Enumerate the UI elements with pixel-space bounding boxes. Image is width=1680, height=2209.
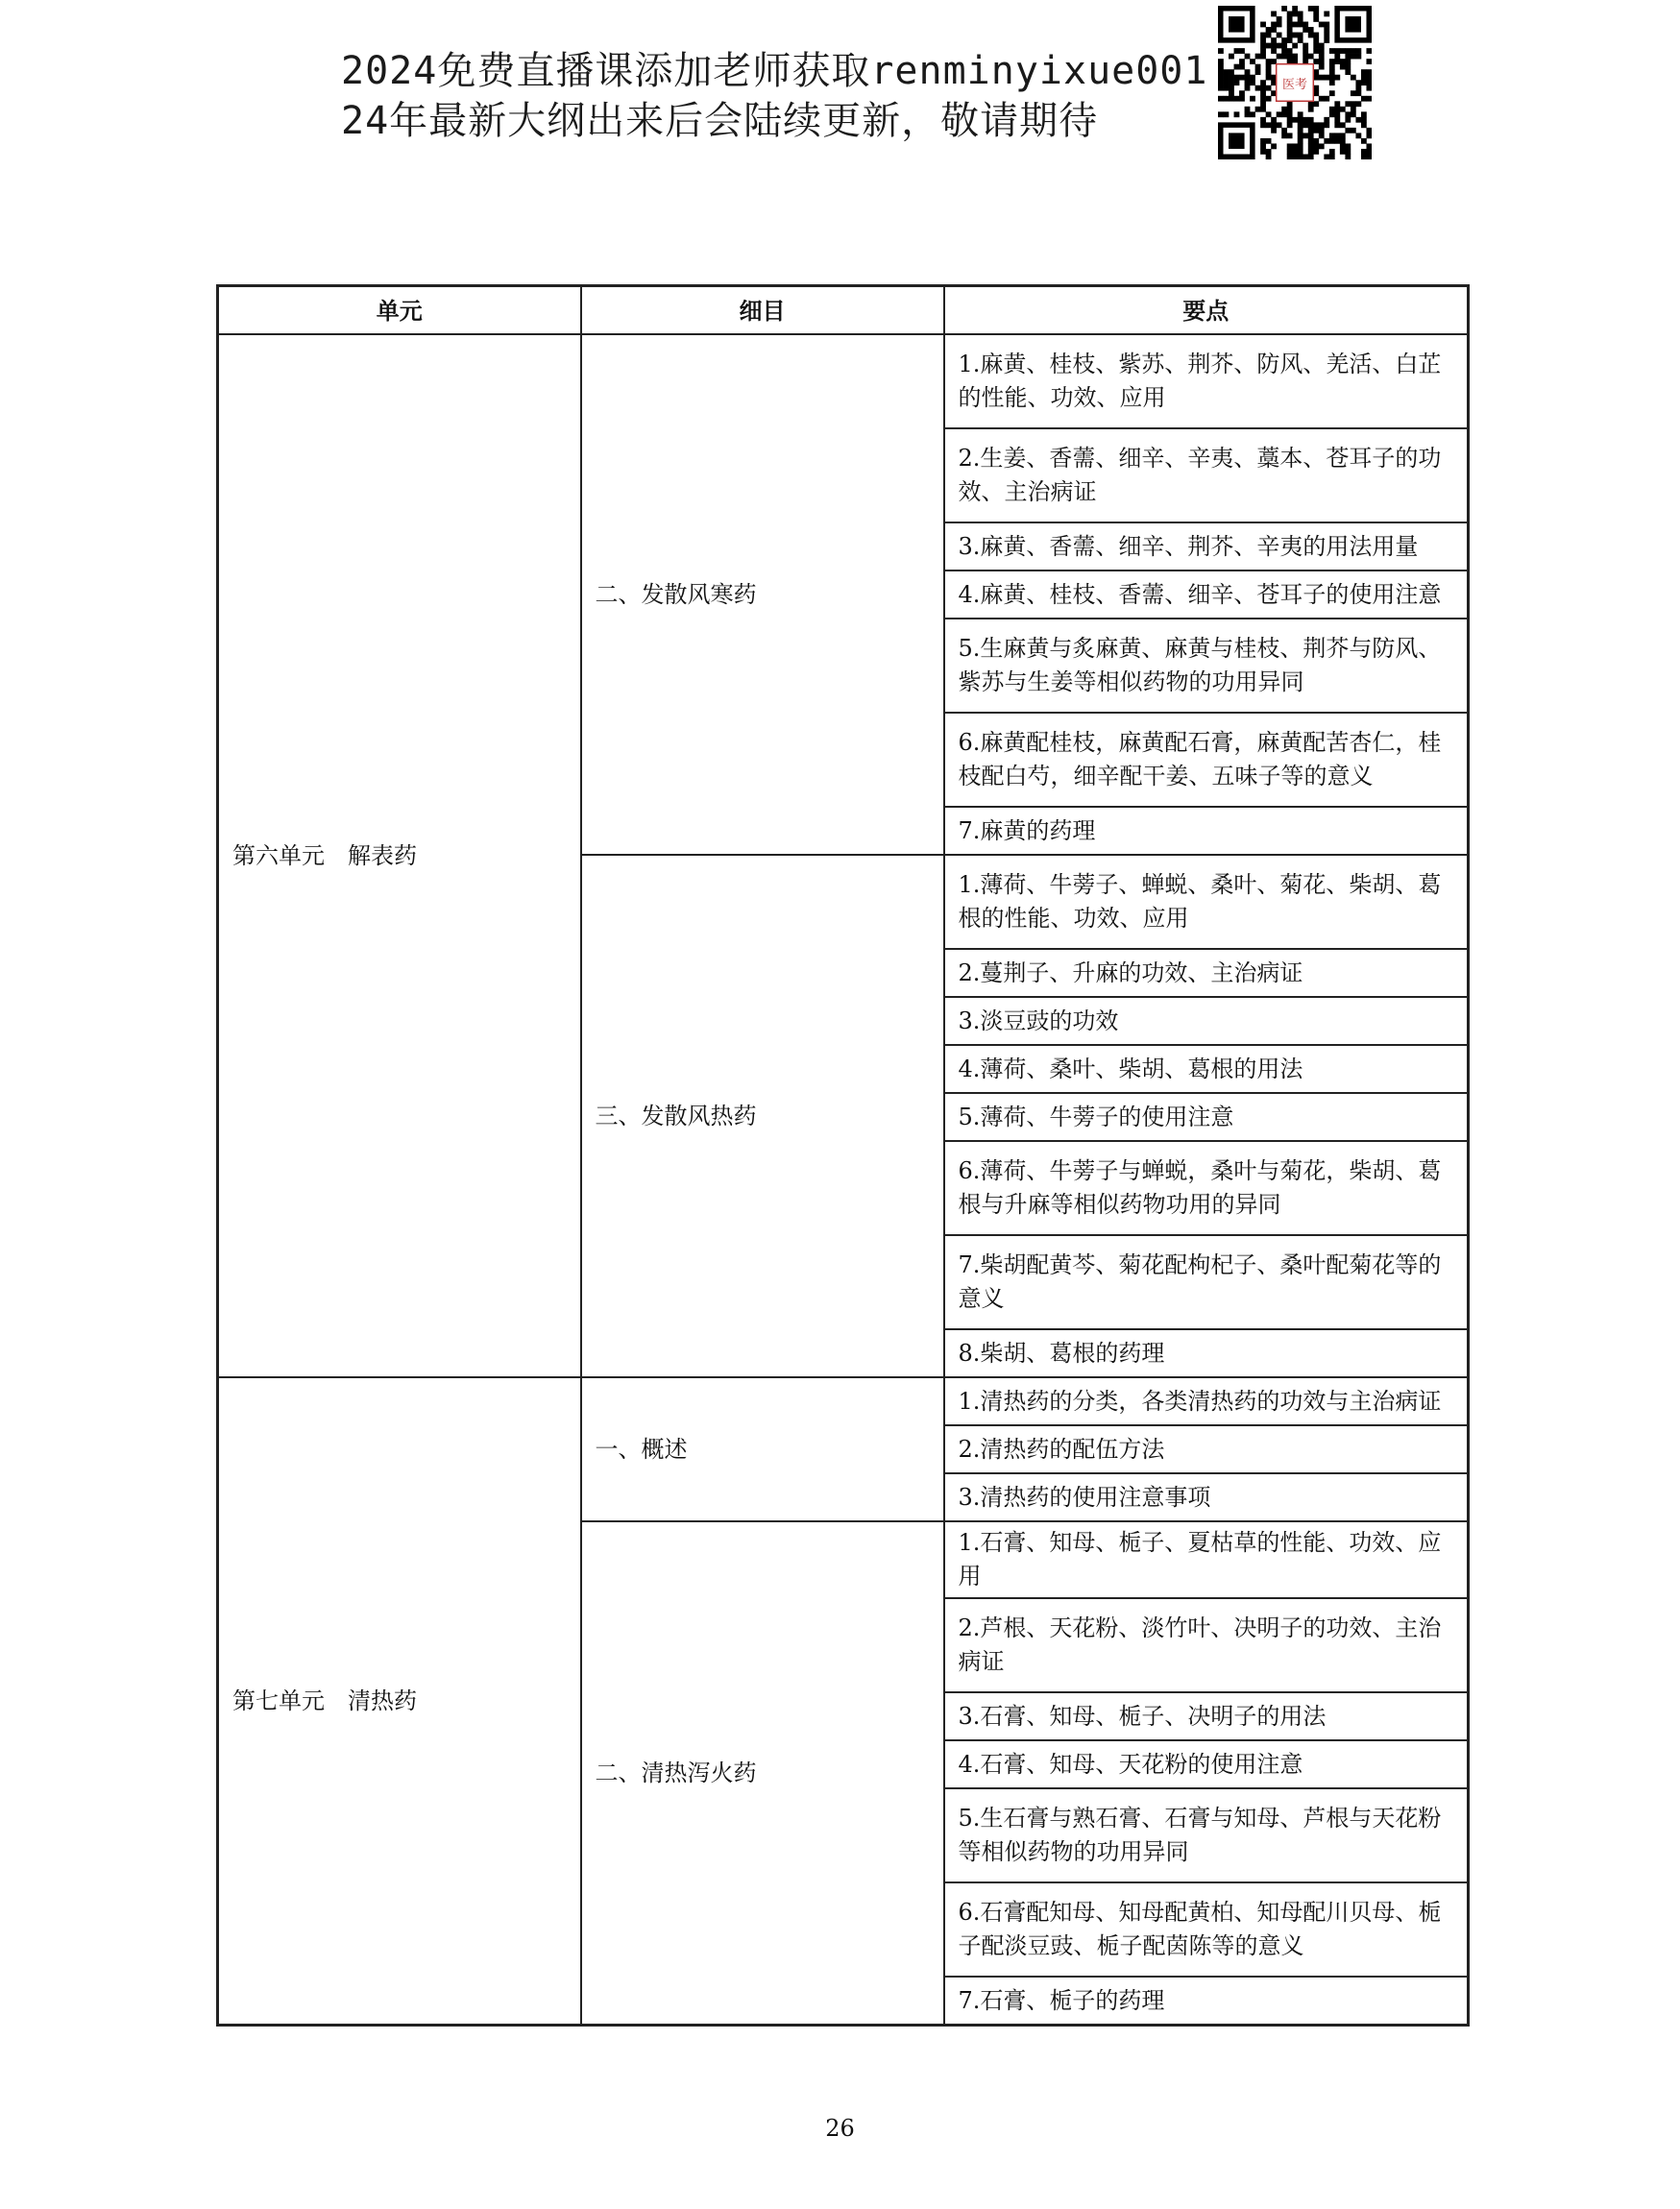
banner-line-2: 24年最新大纲出来后会陆续更新，敬请期待	[341, 99, 1099, 143]
point-cell: 1.清热药的分类，各类清热药的功效与主治病证	[944, 1377, 1469, 1425]
point-cell: 8.柴胡、葛根的药理	[944, 1329, 1469, 1377]
section-cell: 三、发散风热药	[581, 855, 944, 1377]
table-row	[218, 1377, 1469, 1425]
table-row	[218, 334, 1469, 428]
point-cell: 4.麻黄、桂枝、香薷、细辛、苍耳子的使用注意	[944, 570, 1469, 619]
point-cell: 1.石膏、知母、栀子、夏枯草的性能、功效、应用	[944, 1521, 1469, 1598]
header-unit: 单元	[218, 286, 581, 335]
point-cell: 2.蔓荆子、升麻的功效、主治病证	[944, 949, 1469, 997]
promo-banner	[341, 46, 1208, 146]
point-cell: 2.生姜、香薷、细辛、辛夷、藁本、苍耳子的功效、主治病证	[944, 428, 1469, 522]
unit-cell: 第六单元 解表药	[218, 334, 581, 1377]
unit-cell: 第七单元 清热药	[218, 1377, 581, 2026]
point-cell: 5.生麻黄与炙麻黄、麻黄与桂枝、荆芥与防风、紫苏与生姜等相似药物的功用异同	[944, 619, 1469, 713]
syllabus-table	[216, 284, 1470, 2027]
qr-center-text: 医考	[1281, 78, 1308, 92]
table-header-row	[218, 286, 1469, 335]
point-cell: 3.淡豆豉的功效	[944, 997, 1469, 1045]
header-points: 要点	[944, 286, 1469, 335]
point-cell: 6.麻黄配桂枝，麻黄配石膏，麻黄配苦杏仁，桂枝配白芍，细辛配干姜、五味子等的意义	[944, 713, 1469, 807]
point-cell: 5.生石膏与熟石膏、石膏与知母、芦根与天花粉等相似药物的功用异同	[944, 1788, 1469, 1882]
qr-code-icon	[1218, 6, 1372, 159]
point-cell: 6.石膏配知母、知母配黄柏、知母配川贝母、栀子配淡豆豉、栀子配茵陈等的意义	[944, 1882, 1469, 1977]
section-cell: 一、概述	[581, 1377, 944, 1521]
point-cell: 7.石膏、栀子的药理	[944, 1977, 1469, 2026]
section-cell: 二、清热泻火药	[581, 1521, 944, 2026]
section-cell: 二、发散风寒药	[581, 334, 944, 855]
point-cell: 1.麻黄、桂枝、紫苏、荆芥、防风、羌活、白芷的性能、功效、应用	[944, 334, 1469, 428]
banner-line-1: 2024免费直播课添加老师获取renminyixue001	[341, 49, 1208, 93]
page-number: 26	[825, 2115, 855, 2142]
point-cell: 4.石膏、知母、天花粉的使用注意	[944, 1740, 1469, 1788]
point-cell: 3.石膏、知母、栀子、决明子的用法	[944, 1692, 1469, 1740]
point-cell: 3.麻黄、香薷、细辛、荆芥、辛夷的用法用量	[944, 522, 1469, 570]
point-cell: 1.薄荷、牛蒡子、蝉蜕、桑叶、菊花、柴胡、葛根的性能、功效、应用	[944, 855, 1469, 949]
point-cell: 3.清热药的使用注意事项	[944, 1473, 1469, 1521]
point-cell: 6.薄荷、牛蒡子与蝉蜕，桑叶与菊花，柴胡、葛根与升麻等相似药物功用的异同	[944, 1141, 1469, 1235]
point-cell: 7.柴胡配黄芩、菊花配枸杞子、桑叶配菊花等的意义	[944, 1235, 1469, 1329]
point-cell: 5.薄荷、牛蒡子的使用注意	[944, 1093, 1469, 1141]
header-section: 细目	[581, 286, 944, 335]
point-cell: 4.薄荷、桑叶、柴胡、葛根的用法	[944, 1045, 1469, 1093]
point-cell: 7.麻黄的药理	[944, 807, 1469, 855]
qr-code-graphic	[1218, 6, 1372, 159]
point-cell: 2.清热药的配伍方法	[944, 1425, 1469, 1473]
point-cell: 2.芦根、天花粉、淡竹叶、决明子的功效、主治病证	[944, 1598, 1469, 1692]
